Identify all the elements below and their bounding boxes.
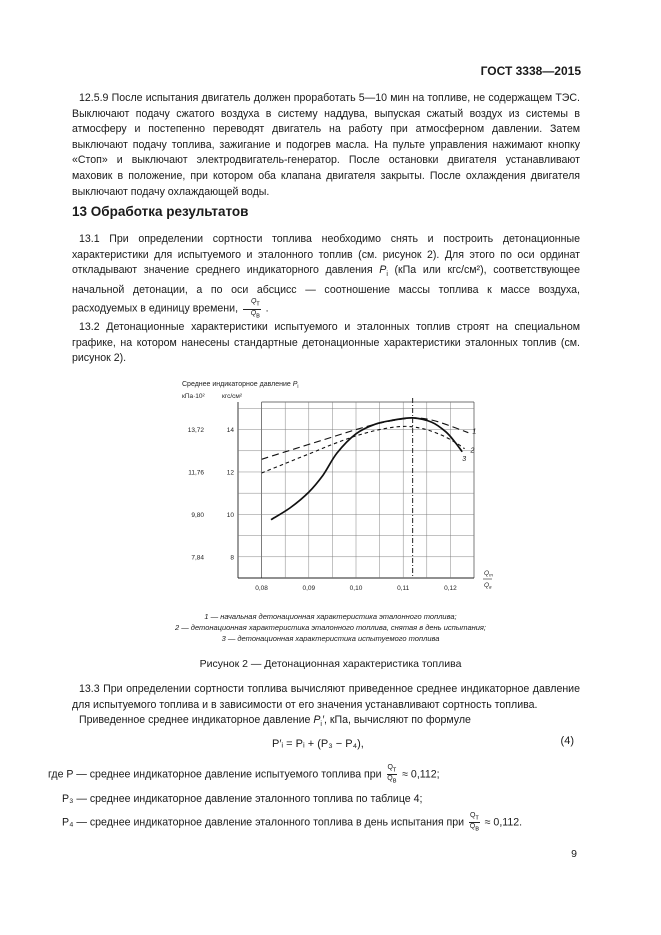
chart-y-tick-label-kpa: 7,84 xyxy=(191,554,204,562)
chart-x-tick-label: 0,12 xyxy=(444,585,457,592)
figure-note-3: 3 — детонационная характеристика испытуемого топлива xyxy=(221,634,440,643)
chart-series-1 xyxy=(262,418,469,459)
chart-series-2 xyxy=(262,426,465,473)
paragraph-12-5-9 xyxy=(72,91,580,200)
p2-symbol-sub: i xyxy=(386,271,388,279)
detonation-chart xyxy=(170,374,500,610)
frac-den-sub: в xyxy=(256,312,260,320)
paragraph-13-1: 13.1 При определении сортности топлива необходимо снять и построить детонационные характеристики для испытуемого и эталонного топлив (см. рисунок 2). Для этого по оси ординат откладывают значение среднего индикаторного давления $P_i$ (кПа или кгс/см²), соответствующее начальной детонации, а по оси абсцисс — соотношение массы топлива к массе воздуха, расходуемых в единицу времени, $\frac{Q_т}{Q_в}$ . xyxy=(72,233,580,320)
chart-xlabel xyxy=(483,570,493,590)
frac-num: Q xyxy=(250,298,257,306)
chart-y-tick-label-kpa: 11,76 xyxy=(188,469,204,477)
chart-x-tick-label: 0,11 xyxy=(397,585,410,592)
frac-den: Q xyxy=(250,309,257,317)
p5-text-a: Приведенное среднее индикаторное давление xyxy=(79,714,311,727)
figure-note-1: 1 — начальная детонационная характеристика эталонного топлива; xyxy=(204,612,457,621)
chart-ylabel: Среднее индикаторное давление $P_i$ xyxy=(182,381,299,390)
chart-grid xyxy=(238,398,477,578)
p2-text-b: (кПа или кгс/см²), соответствующее начальной детонации, а по оси абсцисс — соотношение массы топлива к массе воздуха, расходуемых в единицу времени, xyxy=(72,264,580,316)
chart-y-tick-label-kgs: 12 xyxy=(226,469,234,477)
p2-text-a: 13.1 При определении сортности топлива необходимо снять и построить детонационные характеристики для испытуемого и эталонного топлив (см. рисунок 2). Для этого по оси ординат откладывают значение среднего индикаторного давления xyxy=(72,233,580,277)
chart-ticks xyxy=(188,427,457,592)
svg-text:Qв: $Q_в$ xyxy=(484,582,492,590)
paragraph-13-3: 13.3 При определении сортности топлива вычисляют приведенное среднее индикаторное давление для испытуемого топлива и в зависимости от его значения устанавливают сортность топлива. Приведенное среднее индикаторное давление $P_i'$, кПа, вычисляют по формуле xyxy=(72,683,580,729)
definition-p3: P₃ — среднее индикаторное давление эталонного топлива по таблице 4; xyxy=(62,793,423,805)
frac-num-sub: т xyxy=(256,300,260,308)
chart-series-label-1: 1 xyxy=(472,428,477,436)
chart-y-tick-label-kgs: 10 xyxy=(226,511,234,519)
page-number: 9 xyxy=(571,848,577,860)
paragraph-text: 12.5.9 После испытания двигатель должен проработать 5—10 мин на топливе, не содержащем ТЭС. Выключают подачу сжатого воздуха в систему наддува, выпуская сжатый воздух из системы в атмосферу и постепенно переводят двигатель на работу при атмосферном давлении. Затем выключают подачу топлива, зажигание и подогрев масла. На пульте управления нажимают кнопку «Стоп» и выключают электродвигатель-генератор. После остановки двигателя устанавливают маховик в положение, при котором оба клапана двигателя закрыты. После охлаждения двигателя выключают подачу охлаждающей воды. xyxy=(72,92,580,198)
chart-kpa-unit: кПа·10² xyxy=(182,393,205,400)
section-title: 13 Обработка результатов xyxy=(72,204,249,219)
chart-y-tick-label-kgs: 8 xyxy=(230,554,234,562)
paragraph-13-2 xyxy=(72,320,580,367)
svg-text:Qт: $Q_т$ xyxy=(484,570,493,578)
chart-x-tick-label: 0,10 xyxy=(349,585,363,592)
fraction-qt-qv xyxy=(243,298,261,320)
def3-value: ≈ 0,112. xyxy=(484,816,523,829)
def1-fraction: $\frac{Q_т}{Q_в}$ xyxy=(387,764,397,785)
def1-value: ≈ 0,112; xyxy=(402,768,440,781)
document-header: ГОСТ 3338—2015 xyxy=(480,64,581,78)
formula: P′ᵢ = Pᵢ + (P₃ − P₄), xyxy=(272,738,364,750)
def3-text: P₄ — среднее индикаторное давление эталонного топлива в день испытания при xyxy=(62,816,465,829)
chart-x-tick-label: 0,09 xyxy=(302,585,316,592)
p2-symbol: P xyxy=(379,264,387,277)
definition-p xyxy=(48,764,440,786)
def3-fraction: $\frac{Q_т}{Q_в}$ xyxy=(469,812,479,833)
p3-text: 13.2 Детонационные характеристики испытуемого и эталонных топлив строят на специальном графике, на котором нанесены стандартные детонационные характеристики эталонных топлив (см. рисунок 2). xyxy=(72,321,580,365)
def1-text: где P — среднее индикаторное давление испытуемого топлива при xyxy=(48,768,382,781)
figure-caption: Рисунок 2 — Детонационная характеристика топлива xyxy=(199,658,462,670)
chart-y-tick-label-kpa: 9,80 xyxy=(191,511,204,519)
chart-y-tick-label-kpa: 13,72 xyxy=(187,427,204,435)
chart-series-label-3: 3 xyxy=(462,455,467,463)
chart-x-tick-label: 0,08 xyxy=(255,585,268,592)
chart-series-label-2: 2 xyxy=(470,447,475,455)
p4-text: 13.3 При определении сортности топлива вычисляют приведенное среднее индикаторное давление для испытуемого топлива и в зависимости от его значения устанавливают сортность топлива. xyxy=(72,683,580,711)
chart-y-tick-label-kgs: 14 xyxy=(226,427,234,435)
p5-text-b: , кПа, вычисляют по формуле xyxy=(323,714,471,727)
equation-number: (4) xyxy=(560,735,574,747)
chart-kgs-unit: кгс/см² xyxy=(222,393,243,400)
chart-series xyxy=(262,418,469,520)
definition-p4 xyxy=(62,812,522,834)
figure-note-2: 2 — детонационная характеристика эталонного топлива, снятая в день испытания; xyxy=(174,623,487,632)
